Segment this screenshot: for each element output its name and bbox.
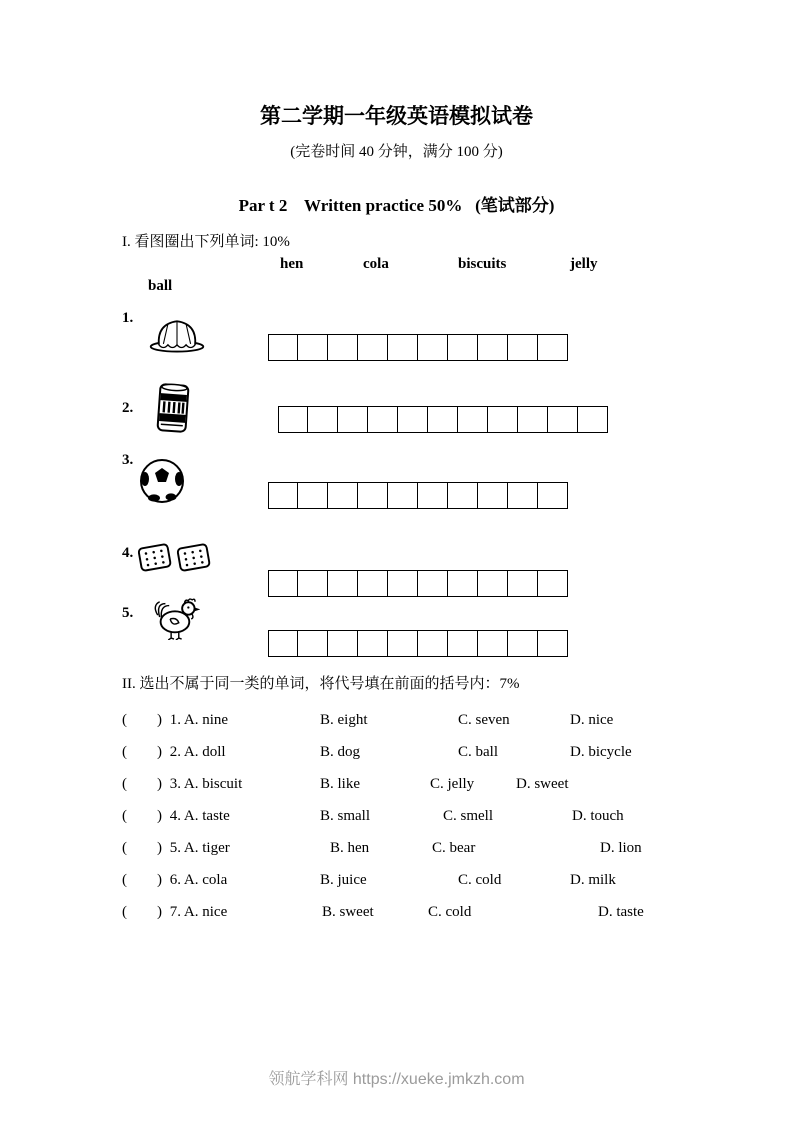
biscuits-image: [136, 536, 212, 578]
question-left-column: [122, 712, 228, 729]
question-row: [122, 899, 682, 931]
option-b: B. small: [320, 808, 371, 824]
option-d: D. nice: [570, 712, 614, 728]
item-number: 4.: [122, 545, 134, 561]
answer-grid: [268, 482, 568, 509]
question-row: [122, 707, 682, 739]
answer-box: [298, 570, 328, 597]
word-bank-row2: [122, 278, 682, 300]
picture-item: [122, 600, 682, 672]
option-c: C. cold: [458, 872, 502, 888]
answer-box: [278, 406, 308, 433]
answer-box: [268, 630, 298, 657]
answer-box: [478, 630, 508, 657]
option-b: B. eight: [320, 712, 368, 728]
picture-items: [122, 306, 682, 672]
answer-box: [508, 334, 538, 361]
question-left-column: [122, 776, 242, 793]
part-header: Par t 2 Written practice 50% (笔试部分): [238, 196, 555, 215]
answer-box: [298, 630, 328, 657]
answer-grid: [268, 630, 568, 657]
question-left-column: [122, 840, 230, 857]
answer-box: [458, 406, 488, 433]
answer-box: [328, 482, 358, 509]
answer-box: [508, 570, 538, 597]
answer-box: [428, 406, 458, 433]
answer-box: [358, 570, 388, 597]
answer-box: [538, 630, 568, 657]
answer-bracket: ( ): [122, 808, 162, 824]
option-a: 1. A. nine: [169, 712, 229, 728]
answer-box: [358, 630, 388, 657]
answer-box: [418, 630, 448, 657]
answer-box: [268, 570, 298, 597]
answer-box: [388, 630, 418, 657]
option-c: C. cold: [428, 904, 472, 920]
word-bank-word: hen: [280, 256, 304, 272]
answer-box: [368, 406, 398, 433]
option-d: D. milk: [570, 872, 616, 888]
option-a: 2. A. doll: [169, 744, 226, 760]
page-subtitle: (完卷时间 40 分钟，满分 100 分): [290, 144, 503, 160]
option-c: C. ball: [458, 744, 498, 760]
item-number: 3.: [122, 452, 134, 468]
question-left-column: [122, 904, 227, 921]
option-b: B. dog: [320, 744, 361, 760]
option-b: B. juice: [320, 872, 367, 888]
answer-box: [448, 482, 478, 509]
picture-item: [122, 450, 682, 540]
question-left-column: [122, 872, 227, 889]
answer-box: [398, 406, 428, 433]
section2-heading: II. 选出不属于同一类的单词，将代号填在前面的括号内：7%: [122, 676, 520, 692]
option-a: 6. A. cola: [169, 872, 228, 888]
option-b: B. hen: [330, 840, 370, 856]
question-row: [122, 835, 682, 867]
multiple-choice-questions: [122, 707, 682, 931]
word-bank-word: biscuits: [458, 256, 507, 272]
option-c: C. seven: [458, 712, 510, 728]
option-c: C. bear: [432, 840, 476, 856]
option-b: B. sweet: [322, 904, 374, 920]
answer-box: [328, 334, 358, 361]
question-row: [122, 771, 682, 803]
answer-box: [508, 482, 538, 509]
option-b: B. like: [320, 776, 360, 792]
footer-watermark: 领航学科网 https://xueke.jmkzh.com: [268, 1071, 525, 1088]
answer-box: [388, 570, 418, 597]
section1-heading: I. 看图圈出下列单词: 10%: [122, 234, 290, 250]
answer-box: [518, 406, 548, 433]
answer-bracket: ( ): [122, 904, 162, 920]
jelly-image: [148, 312, 206, 354]
answer-box: [538, 334, 568, 361]
picture-item: [122, 540, 682, 600]
answer-box: [358, 334, 388, 361]
word-bank-word: ball: [148, 278, 173, 294]
answer-box: [328, 630, 358, 657]
answer-grid: [268, 334, 568, 361]
answer-box: [388, 334, 418, 361]
word-bank-word: jelly: [570, 256, 598, 272]
option-a: 7. A. nice: [169, 904, 228, 920]
answer-bracket: ( ): [122, 744, 162, 760]
answer-bracket: ( ): [122, 712, 162, 728]
answer-box: [308, 406, 338, 433]
question-row: [122, 803, 682, 835]
hen-image: [148, 596, 200, 640]
question-left-column: [122, 744, 226, 761]
answer-bracket: ( ): [122, 872, 162, 888]
answer-box: [298, 482, 328, 509]
answer-box: [578, 406, 608, 433]
answer-box: [448, 630, 478, 657]
answer-box: [478, 334, 508, 361]
option-a: 4. A. taste: [169, 808, 230, 824]
item-number: 5.: [122, 605, 134, 621]
word-bank-word: cola: [363, 256, 389, 272]
answer-box: [418, 334, 448, 361]
item-number: 2.: [122, 400, 134, 416]
question-left-column: [122, 808, 230, 825]
option-d: D. lion: [600, 840, 642, 856]
answer-box: [448, 570, 478, 597]
item-number: 1.: [122, 310, 134, 326]
answer-grid: [278, 406, 608, 433]
option-d: D. sweet: [516, 776, 569, 792]
answer-box: [328, 570, 358, 597]
answer-box: [538, 482, 568, 509]
answer-box: [538, 570, 568, 597]
answer-box: [358, 482, 388, 509]
answer-grid: [268, 570, 568, 597]
answer-box: [418, 570, 448, 597]
picture-item: [122, 392, 682, 450]
answer-box: [418, 482, 448, 509]
answer-bracket: ( ): [122, 776, 162, 792]
option-a: 3. A. biscuit: [169, 776, 243, 792]
answer-box: [388, 482, 418, 509]
answer-box: [478, 482, 508, 509]
answer-box: [268, 334, 298, 361]
word-bank-row1: [122, 256, 682, 278]
answer-box: [508, 630, 538, 657]
cola-image: [154, 380, 192, 436]
answer-box: [548, 406, 578, 433]
option-c: C. smell: [443, 808, 494, 824]
answer-box: [478, 570, 508, 597]
option-c: C. jelly: [430, 776, 475, 792]
answer-box: [448, 334, 478, 361]
picture-item: [122, 306, 682, 392]
option-d: D. touch: [572, 808, 624, 824]
question-row: [122, 867, 682, 899]
answer-box: [338, 406, 368, 433]
question-row: [122, 739, 682, 771]
paper-content: [122, 230, 682, 931]
answer-bracket: ( ): [122, 840, 162, 856]
page-title: 第二学期一年级英语模拟试卷: [260, 104, 533, 128]
answer-box: [488, 406, 518, 433]
option-d: D. bicycle: [570, 744, 632, 760]
option-d: D. taste: [598, 904, 644, 920]
answer-box: [268, 482, 298, 509]
option-a: 5. A. tiger: [169, 840, 230, 856]
answer-box: [298, 334, 328, 361]
ball-image: [138, 458, 186, 504]
